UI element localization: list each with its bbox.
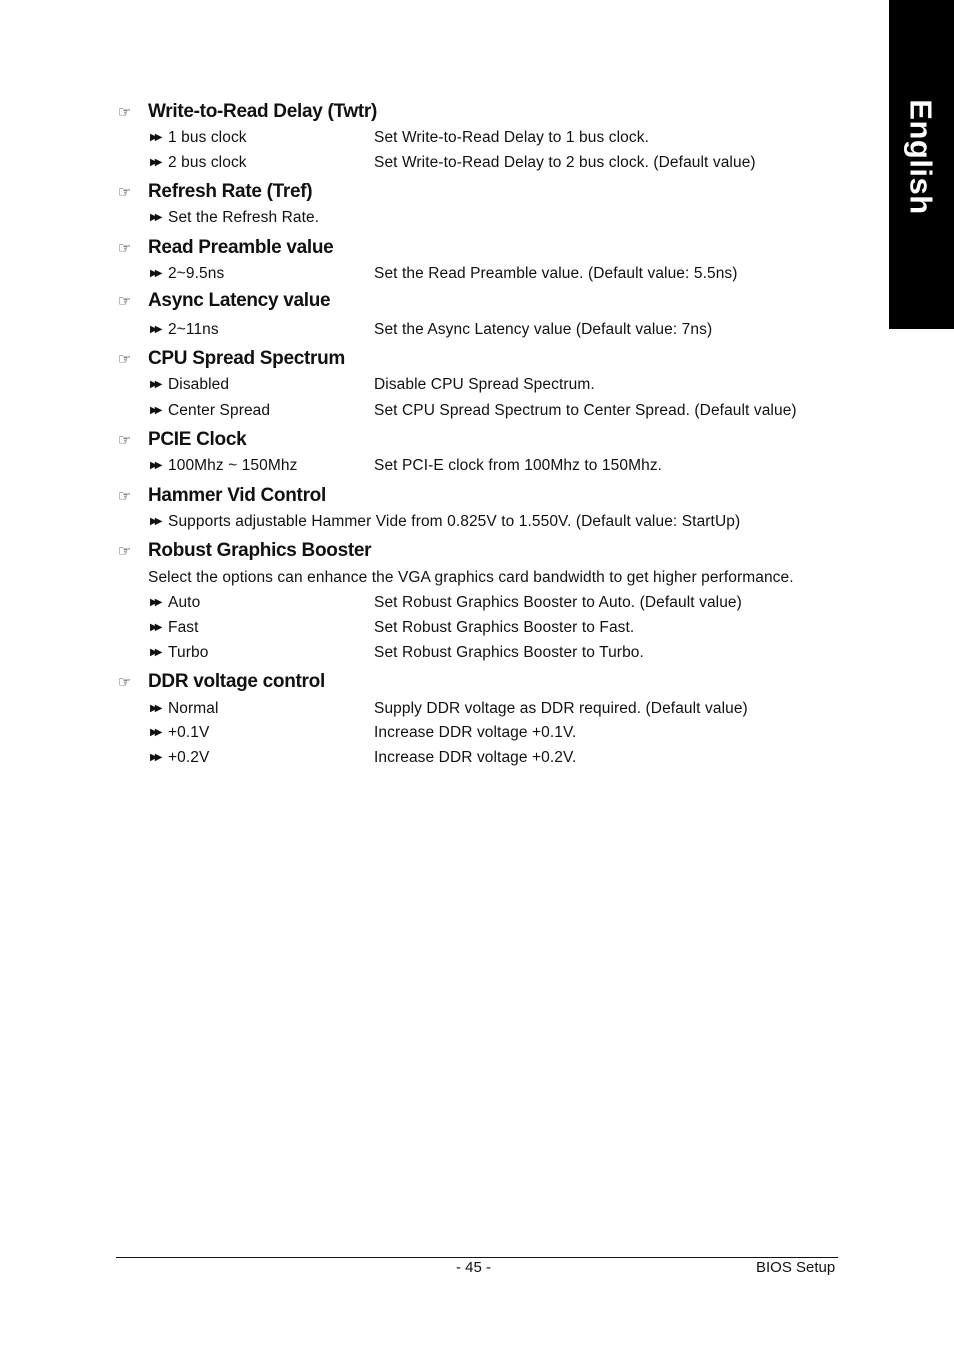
- section-title: Write-to-Read Delay (Twtr): [148, 101, 378, 122]
- section-title: DDR voltage control: [148, 671, 325, 692]
- option-description: Set Robust Graphics Booster to Turbo.: [374, 644, 644, 661]
- option-label: Set the Refresh Rate.: [168, 209, 320, 226]
- double-arrow-icon: ▶▶: [150, 268, 160, 279]
- language-tab-label: [893, 99, 949, 215]
- page-number: - 45 -: [456, 1259, 492, 1276]
- double-arrow-icon: ▶▶: [150, 132, 160, 143]
- option-label: Auto: [168, 594, 201, 611]
- pointing-hand-icon: ☞: [118, 674, 132, 691]
- footer-title: BIOS Setup: [756, 1259, 836, 1276]
- double-arrow-icon: ▶▶: [150, 727, 160, 738]
- pointing-hand-icon: ☞: [118, 351, 132, 368]
- option-label: Center Spread: [168, 402, 271, 419]
- option-description: Set CPU Spread Spectrum to Center Spread. (Default value): [374, 402, 797, 419]
- section-title: Read Preamble value: [148, 237, 334, 258]
- double-arrow-icon: ▶▶: [150, 597, 160, 608]
- option-description: Set Robust Graphics Booster to Fast.: [374, 619, 635, 636]
- option-description: Set the Read Preamble value. (Default value: 5.5ns): [374, 265, 738, 282]
- section-description: Select the options can enhance the VGA graphics card bandwidth to get higher performance.: [148, 569, 794, 586]
- pointing-hand-icon: ☞: [118, 293, 132, 310]
- option-label: 2~9.5ns: [168, 265, 225, 282]
- option-label: 100Mhz ~ 150Mhz: [168, 457, 298, 474]
- pointing-hand-icon: ☞: [118, 104, 132, 121]
- section-title: PCIE Clock: [148, 429, 247, 450]
- double-arrow-icon: ▶▶: [150, 324, 160, 335]
- option-description: Increase DDR voltage +0.1V.: [374, 724, 577, 741]
- option-description: Supply DDR voltage as DDR required. (Default value): [374, 700, 748, 717]
- double-arrow-icon: ▶▶: [150, 379, 160, 390]
- pointing-hand-icon: ☞: [118, 240, 132, 257]
- option-description: Disable CPU Spread Spectrum.: [374, 376, 595, 393]
- option-label: 1 bus clock: [168, 129, 247, 146]
- option-label: Turbo: [168, 644, 209, 661]
- section-title: CPU Spread Spectrum: [148, 348, 346, 369]
- section-title: Async Latency value: [148, 290, 331, 311]
- pointing-hand-icon: ☞: [118, 543, 132, 560]
- double-arrow-icon: ▶▶: [150, 212, 160, 223]
- option-label: Supports adjustable Hammer Vide from 0.825V to 1.550V. (Default value: StartUp): [168, 513, 741, 530]
- option-label: +0.2V: [168, 749, 210, 766]
- option-description: Set Write-to-Read Delay to 1 bus clock.: [374, 129, 649, 146]
- option-description: Increase DDR voltage +0.2V.: [374, 749, 577, 766]
- double-arrow-icon: ▶▶: [150, 622, 160, 633]
- pointing-hand-icon: ☞: [118, 184, 132, 201]
- double-arrow-icon: ▶▶: [150, 460, 160, 471]
- option-description: Set Robust Graphics Booster to Auto. (Default value): [374, 594, 742, 611]
- double-arrow-icon: ▶▶: [150, 157, 160, 168]
- double-arrow-icon: ▶▶: [150, 405, 160, 416]
- section-title: Refresh Rate (Tref): [148, 181, 313, 202]
- option-description: Set Write-to-Read Delay to 2 bus clock. (Default value): [374, 154, 756, 171]
- option-label: Fast: [168, 619, 199, 636]
- pointing-hand-icon: ☞: [118, 488, 132, 505]
- double-arrow-icon: ▶▶: [150, 703, 160, 714]
- section-title: Hammer Vid Control: [148, 485, 326, 506]
- option-description: Set PCI-E clock from 100Mhz to 150Mhz.: [374, 457, 663, 474]
- pointing-hand-icon: ☞: [118, 432, 132, 449]
- option-description: Set the Async Latency value (Default value: 7ns): [374, 321, 713, 338]
- option-label: +0.1V: [168, 724, 210, 741]
- double-arrow-icon: ▶▶: [150, 647, 160, 658]
- option-label: Disabled: [168, 376, 230, 393]
- option-label: 2 bus clock: [168, 154, 247, 171]
- option-label: 2~11ns: [168, 321, 219, 338]
- option-label: Normal: [168, 700, 219, 717]
- footer-rule: [116, 1257, 838, 1258]
- language-tab-text: English: [904, 99, 940, 215]
- double-arrow-icon: ▶▶: [150, 516, 160, 527]
- double-arrow-icon: ▶▶: [150, 752, 160, 763]
- section-title: Robust Graphics Booster: [148, 540, 372, 561]
